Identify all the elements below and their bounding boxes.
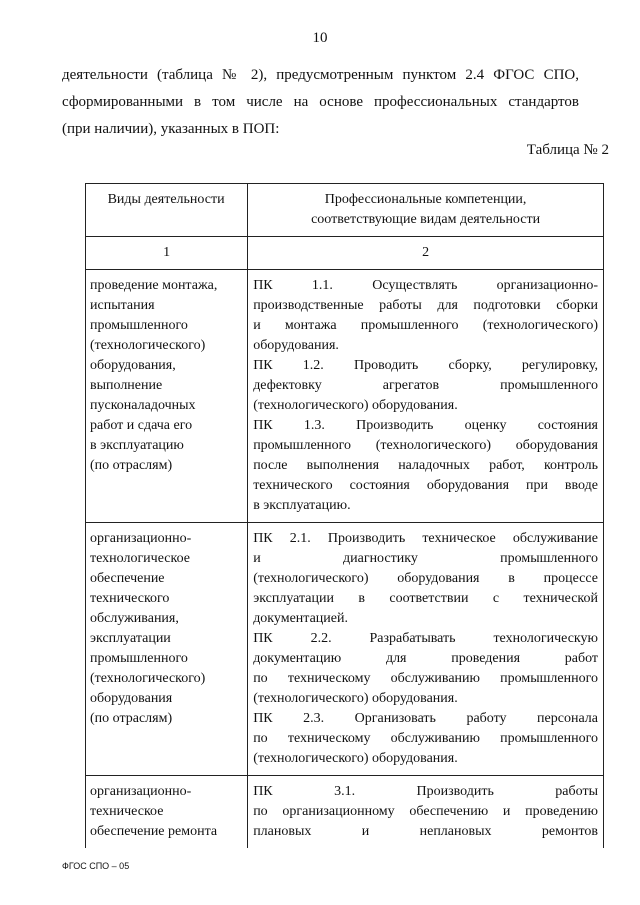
activity-line: техническое bbox=[90, 804, 164, 819]
competency-cell bbox=[248, 776, 604, 849]
activity-line: выполнение bbox=[90, 378, 163, 393]
competency-cell bbox=[248, 270, 604, 523]
competency-cell bbox=[248, 523, 604, 776]
activity-line: промышленного bbox=[90, 651, 188, 666]
table-row bbox=[86, 776, 604, 849]
competency-line: и монтажа промышленного (технологического) bbox=[253, 318, 598, 333]
column-number-2: 2 bbox=[248, 237, 604, 270]
competency-line: в эксплуатацию. bbox=[253, 498, 351, 513]
activity-line: обслуживания, bbox=[90, 611, 179, 626]
activity-line: (по отраслям) bbox=[90, 458, 173, 473]
activity-cell bbox=[86, 270, 248, 523]
page-number: 10 bbox=[312, 30, 328, 46]
activity-cell bbox=[86, 776, 248, 849]
intro-line: (при наличии), указанных в ПОП: bbox=[62, 121, 280, 137]
competency-line: промышленного (технологического) оборудования bbox=[253, 438, 598, 453]
competency-line: ПК 2.2. Разрабатывать технологическую bbox=[253, 631, 598, 646]
competency-line: по техническому обслуживанию промышленного bbox=[253, 671, 598, 686]
header-competencies bbox=[248, 184, 604, 237]
activity-line: испытания bbox=[90, 298, 155, 313]
activity-line: оборудования bbox=[90, 691, 173, 706]
intro-paragraph bbox=[62, 62, 579, 143]
header-competencies-line: Профессиональные компетенции, bbox=[324, 192, 527, 207]
table-header-row bbox=[86, 184, 604, 237]
competency-line: эксплуатации в соответствии с технической bbox=[253, 591, 598, 606]
activity-line: промышленного bbox=[90, 318, 188, 333]
competency-line: ПК 2.1. Производить техническое обслуживание bbox=[253, 531, 598, 546]
activity-line: работ и сдача его bbox=[90, 418, 193, 433]
activity-line: проведение монтажа, bbox=[90, 278, 218, 293]
competency-line: дефектовку агрегатов промышленного bbox=[253, 378, 598, 393]
table-caption: Таблица № 2 bbox=[526, 142, 609, 158]
competency-line: ПК 1.1. Осуществлять организационно- bbox=[253, 278, 598, 293]
activity-line: организационно- bbox=[90, 531, 192, 546]
competency-line: оборудования. bbox=[253, 338, 339, 353]
activity-line: организационно- bbox=[90, 784, 192, 799]
activity-line: эксплуатации bbox=[90, 631, 171, 646]
competency-table bbox=[85, 183, 604, 848]
intro-line: сформированными в том числе на основе профессиональных стандартов bbox=[62, 94, 579, 110]
activity-line: оборудования, bbox=[90, 358, 176, 373]
competency-line: ПК 1.3. Производить оценку состояния bbox=[253, 418, 598, 433]
intro-line: деятельности (таблица № 2), предусмотренным пунктом 2.4 ФГОС СПО, bbox=[62, 67, 579, 83]
competency-line: производственные работы для подготовки сборки bbox=[253, 298, 598, 313]
footer-code: ФГОС СПО – 05 bbox=[62, 861, 130, 871]
activity-line: в эксплуатацию bbox=[90, 438, 184, 453]
competency-line: документацией. bbox=[253, 611, 348, 626]
competency-line: (технологического) оборудования. bbox=[253, 691, 458, 706]
competency-line: по организационному обеспечению и проведению bbox=[253, 804, 598, 819]
activity-line: пусконаладочных bbox=[90, 398, 196, 413]
competency-line: плановых и неплановых ремонтов bbox=[253, 824, 598, 839]
activity-line: обеспечение ремонта bbox=[90, 824, 218, 839]
activity-line: (технологического) bbox=[90, 338, 206, 353]
activity-line: технического bbox=[90, 591, 170, 606]
competency-line: ПК 2.3. Организовать работу персонала bbox=[253, 711, 598, 726]
activity-line: (технологического) bbox=[90, 671, 206, 686]
competency-line: и диагностику промышленного bbox=[253, 551, 598, 566]
column-number-1: 1 bbox=[86, 237, 248, 270]
header-activities: Виды деятельности bbox=[86, 184, 248, 237]
table-row bbox=[86, 523, 604, 776]
activity-line: (по отраслям) bbox=[90, 711, 173, 726]
competency-line: (технологического) оборудования. bbox=[253, 751, 458, 766]
competency-line: (технологического) оборудования. bbox=[253, 398, 458, 413]
activity-line: технологическое bbox=[90, 551, 190, 566]
column-number-row bbox=[86, 237, 604, 270]
competency-line: технического состояния оборудования при вводе bbox=[253, 478, 598, 493]
activity-line: обеспечение bbox=[90, 571, 165, 586]
competency-line: после выполнения наладочных работ, контроль bbox=[253, 458, 598, 473]
competency-line: документацию для проведения работ bbox=[253, 651, 598, 666]
competency-line: ПК 1.2. Проводить сборку, регулировку, bbox=[253, 358, 598, 373]
competency-line: ПК 3.1. Производить работы bbox=[253, 784, 598, 799]
header-competencies-line: соответствующие видам деятельности bbox=[311, 212, 541, 227]
competency-line: (технологического) оборудования в процессе bbox=[253, 571, 598, 586]
competency-line: по техническому обслуживанию промышленного bbox=[253, 731, 598, 746]
table-row bbox=[86, 270, 604, 523]
activity-cell bbox=[86, 523, 248, 776]
